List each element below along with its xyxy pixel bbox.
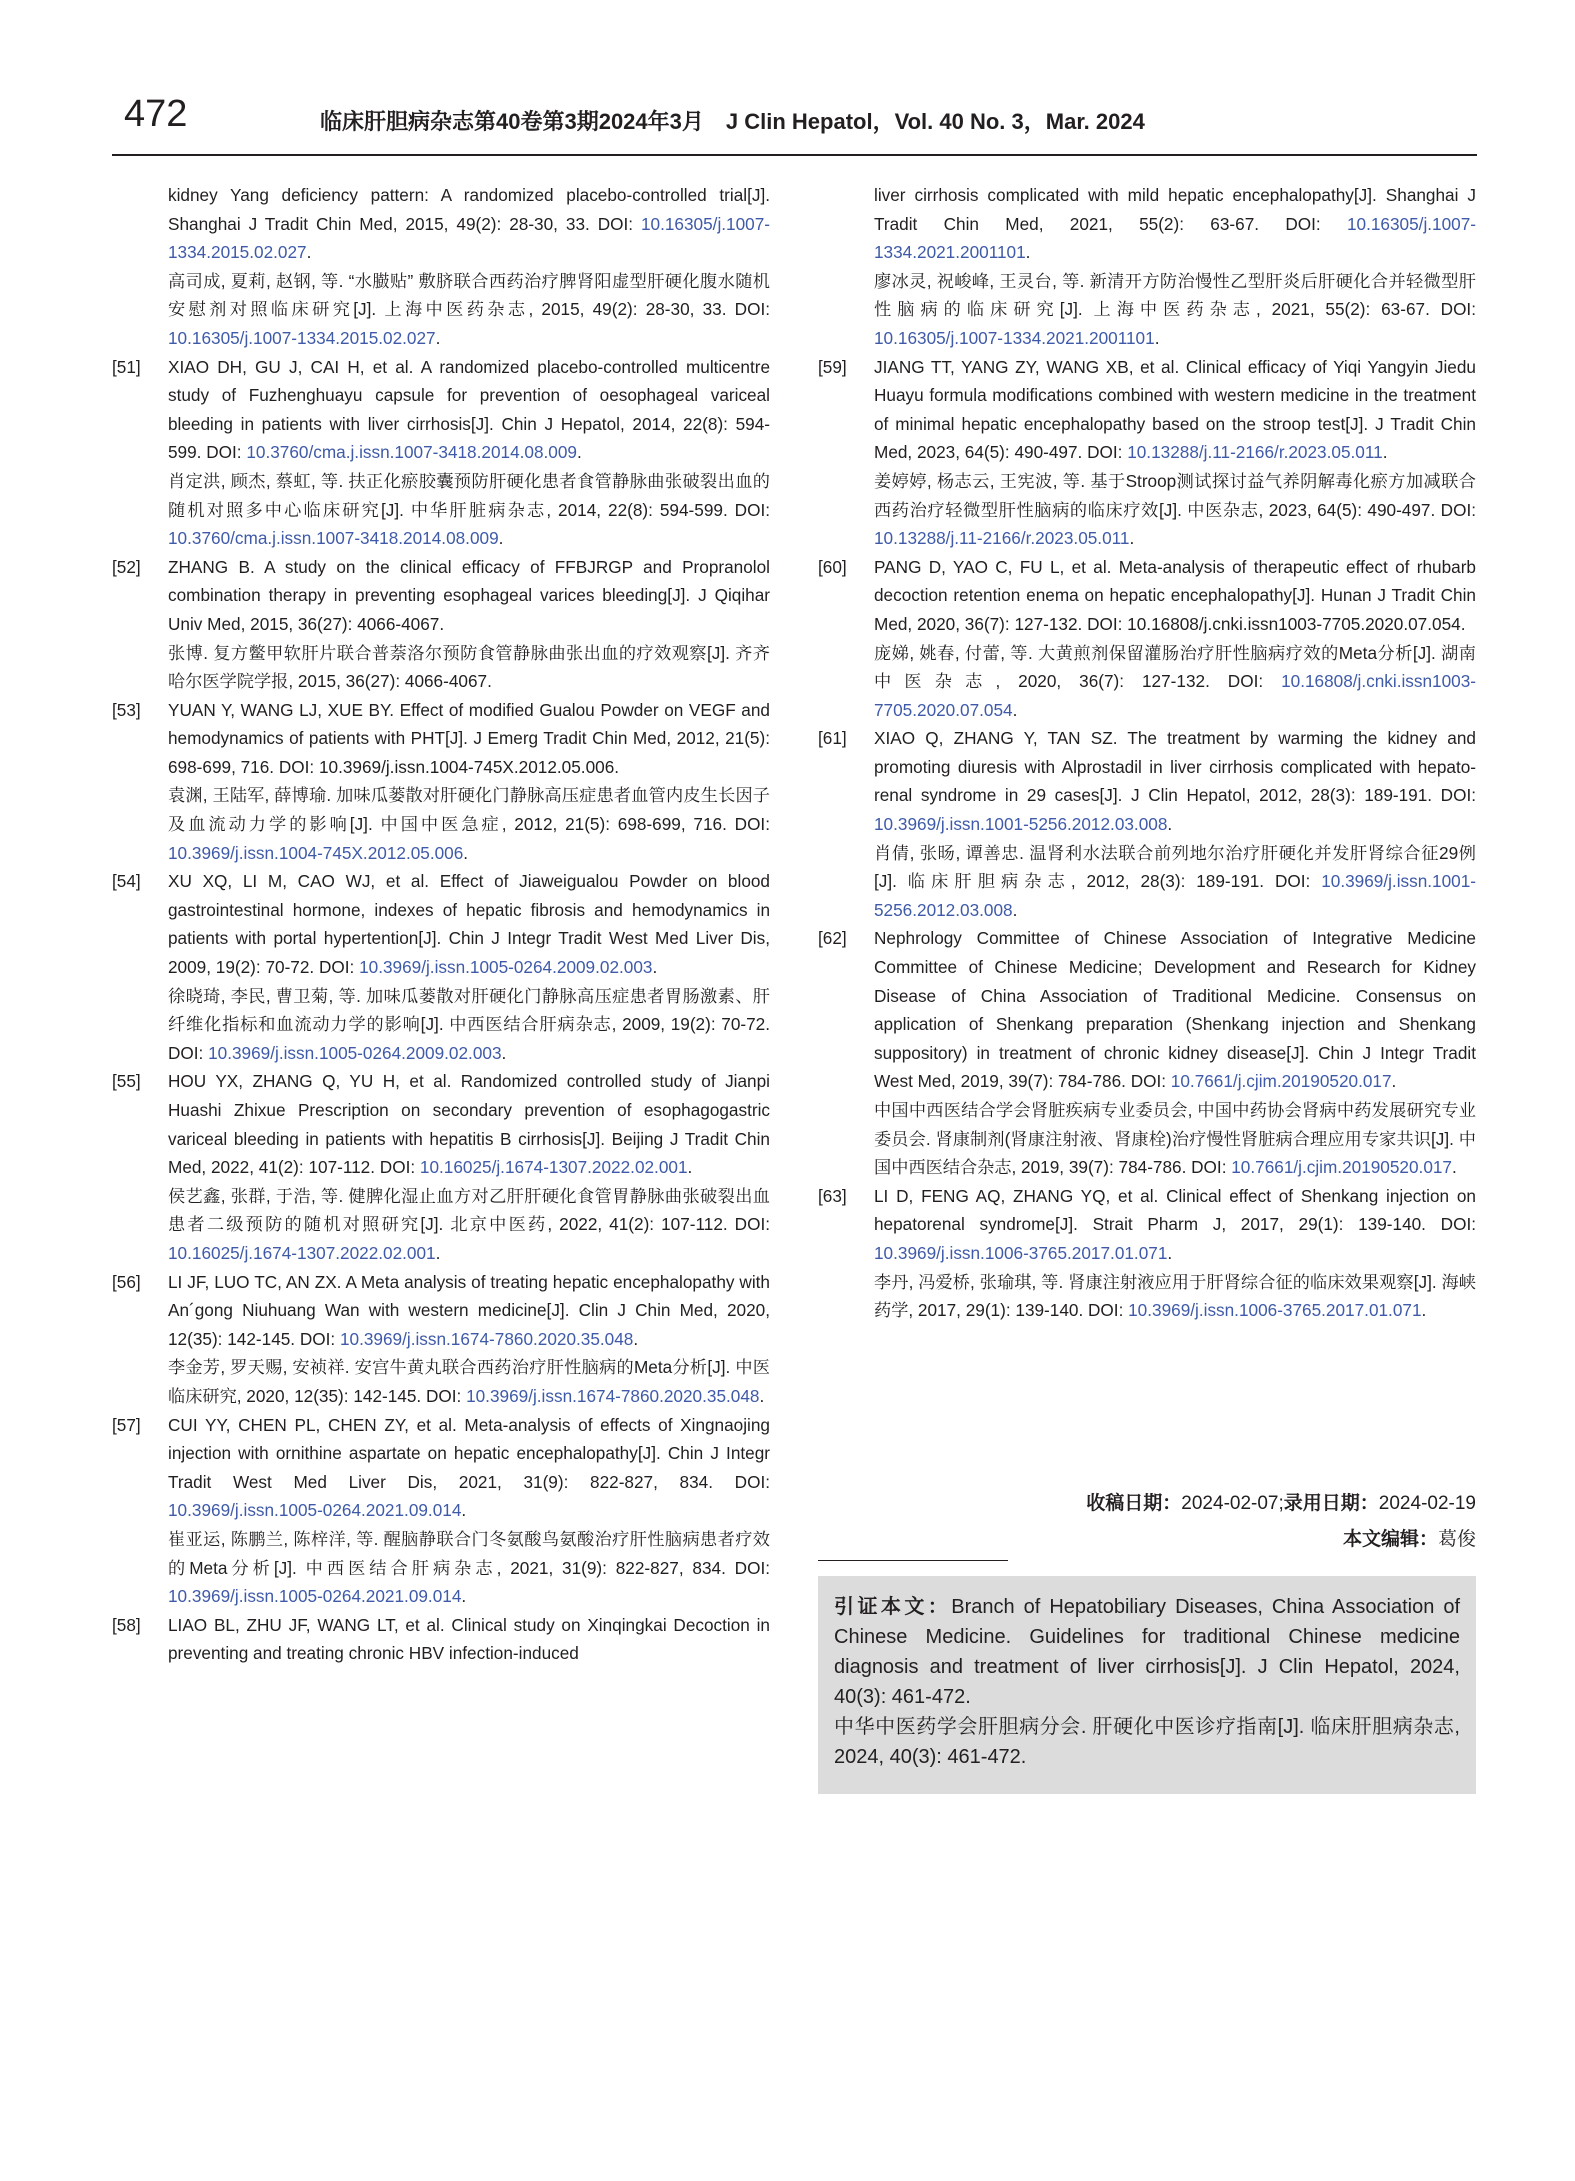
reference-text-en: LI JF, LUO TC, AN ZX. A Meta analysis of treating hepatic encephalopathy with An´gong Niuhuang Wan with western medicine[J]. Clin J Chin Med, 2020, 12(35): 142-145. DOI: 10.3969/j.issn.1674-7860.2020.35.048. [168, 1271, 770, 1349]
page-header [112, 88, 1477, 156]
reference-number: [51] [112, 356, 141, 377]
reference-text-en: XIAO Q, ZHANG Y, TAN SZ. The treatment by warming the kidney and promoting diuresis with Alprostadil in liver cirrhosis complicated with hepato-renal syndrome in 29 cases[J]. J Clin Hepatol, 2012, 28(3): 189-191. DOI: 10.3969/j.issn.1001-5256.2012.03.008. [874, 728, 1476, 835]
accepted-date: 2024-02-19 [1378, 1493, 1476, 1514]
editor-name: 葛俊 [1437, 1529, 1476, 1550]
reference-number: [53] [112, 699, 141, 720]
right-column [818, 181, 1476, 1325]
doi-link[interactable]: 10.3760/cma.j.issn.1007-3418.2014.08.009 [246, 442, 577, 463]
doi-link[interactable]: 10.16305/j.1007-1334.2015.02.027 [168, 327, 436, 348]
reference-item [818, 924, 1476, 1181]
reference-number: [59] [818, 356, 847, 377]
reference-text-cn: 廖冰灵, 祝峻峰, 王灵台, 等. 新清开方防治慢性乙型肝炎后肝硬化合并轻微型肝性脑病的临床研究[J]. 上海中医药杂志, 2021, 55(2): 63-67. DOI: 10.16305/j.1007-1334.2021.2001101. [874, 270, 1476, 348]
reference-text-cn: 徐晓琦, 李民, 曹卫菊, 等. 加味瓜蒌散对肝硬化门静脉高压症患者胃肠激素、肝纤维化指标和血流动力学的影响[J]. 中西医结合肝病杂志, 2009, 19(2): 70-72. DOI: 10.3969/j.issn.1005-0264.2009.02.003. [168, 985, 770, 1063]
citation-en: 引证本文：Branch of Hepatobiliary Diseases, China Association of Chinese Medicine. Guidelines for traditional Chinese medicine diagnosis and treatment of liver cirrhosis[J]. J Clin Hepatol, 2024, 40(3): 461-472. [834, 1596, 1461, 1708]
reference-text-cn: 李金芳, 罗天赐, 安祯祥. 安宫牛黄丸联合西药治疗肝性脑病的Meta分析[J]. 中医临床研究, 2020, 12(35): 142-145. DOI: 10.3969/j.issn.1674-7860.2020.35.048. [168, 1357, 770, 1406]
doi-link[interactable]: 10.3969/j.issn.1006-3765.2017.01.071 [1128, 1300, 1422, 1321]
reference-number: [63] [818, 1185, 847, 1206]
doi-link[interactable]: 10.16808/j.cnki.issn1003-7705.2020.07.054 [874, 671, 1476, 720]
doi-link[interactable]: 10.3969/j.issn.1674-7860.2020.35.048 [466, 1385, 760, 1406]
reference-item [818, 724, 1476, 924]
reference-item [818, 353, 1476, 553]
doi-link[interactable]: 10.3969/j.issn.1001-5256.2012.03.008 [874, 871, 1476, 920]
reference-item [112, 1067, 770, 1267]
reference-text-cn: 庞娣, 姚春, 付蕾, 等. 大黄煎剂保留灌肠治疗肝性脑病疗效的Meta分析[J]. 湖南中医杂志, 2020, 36(7): 127-132. DOI: 10.16808/j.cnki.issn1003-7705.2020.07.054. [874, 642, 1476, 720]
reference-text-en: liver cirrhosis complicated with mild hepatic encephalopathy[J]. Shanghai J Tradit Chin Med, 2021, 55(2): 63-67. DOI: 10.16305/j.1007-1334.2021.2001101. [874, 185, 1476, 263]
reference-number: [56] [112, 1271, 141, 1292]
reference-text-en: LIAO BL, ZHU JF, WANG LT, et al. Clinical study on Xinqingkai Decoction in preventing and treating chronic HBV infection-induced [168, 1614, 770, 1664]
reference-item [112, 867, 770, 1067]
reference-text-cn: 崔亚运, 陈鹏兰, 陈梓洋, 等. 醒脑静联合门冬氨酸鸟氨酸治疗肝性脑病患者疗效的Meta分析[J]. 中西医结合肝病杂志, 2021, 31(9): 822-827, 834. DOI: 10.3969/j.issn.1005-0264.2021.09.014. [168, 1528, 770, 1607]
doi-link[interactable]: 10.16025/j.1674-1307.2022.02.001 [168, 1242, 436, 1263]
reference-number: [52] [112, 556, 141, 577]
doi-link[interactable]: 10.13288/j.11-2166/r.2023.05.011 [1127, 442, 1383, 463]
reference-number: [54] [112, 871, 141, 892]
reference-item [112, 553, 770, 696]
reference-continuation [112, 181, 770, 353]
reference-item [818, 1182, 1476, 1325]
doi-link[interactable]: 10.7661/j.cjim.20190520.017 [1170, 1071, 1392, 1092]
reference-text-cn: 高司成, 夏莉, 赵钢, 等. “水臌贴” 敷脐联合西药治疗脾肾阳虚型肝硬化腹水随机安慰剂对照临床研究[J]. 上海中医药杂志, 2015, 49(2): 28-30, 33. DOI: 10.16305/j.1007-1334.2015.02.027. [168, 270, 770, 348]
doi-link[interactable]: 10.3760/cma.j.issn.1007-3418.2014.08.009 [168, 528, 499, 549]
reference-text-cn: 姜婷婷, 杨志云, 王宪波, 等. 基于Stroop测试探讨益气养阴解毒化瘀方加减联合西药治疗轻微型肝性脑病的临床疗效[J]. 中医杂志, 2023, 64(5): 490-497. DOI: 10.13288/j.11-2166/r.2023.05.011. [874, 470, 1476, 549]
page-number: 472 [124, 93, 188, 135]
doi-link[interactable]: 10.3969/j.issn.1006-3765.2017.01.071 [874, 1242, 1168, 1263]
doi-link[interactable]: 10.16305/j.1007-1334.2021.2001101 [874, 327, 1155, 348]
reference-item [112, 1411, 770, 1611]
reference-text-cn: 肖倩, 张旸, 谭善忠. 温肾利水法联合前列地尔治疗肝硬化并发肝肾综合征29例[J]. 临床肝胆病杂志, 2012, 28(3): 189-191. DOI: 10.3969/j.issn.1001-5256.2012.03.008. [874, 842, 1476, 920]
reference-text-cn: 中国中西医结合学会肾脏疾病专业委员会, 中国中药协会肾病中药发展研究专业委员会. 肾康制剂(肾康注射液、肾康栓)治疗慢性肾脏病合理应用专家共识[J]. 中国中西医结合杂志, 2019, 39(7): 784-786. DOI: 10.7661/j.cjim.20190520.017. [874, 1100, 1476, 1178]
reference-text-en: CUI YY, CHEN PL, CHEN ZY, et al. Meta-analysis of effects of Xingnaojing injection with ornithine aspartate on hepatic encephalopathy[J]. Chin J Integr Tradit West Med Liver Dis, 2021, 31(9): 822-827, 834. DOI: 10.3969/j.issn.1005-0264.2021.09.014. [168, 1414, 770, 1521]
doi-link[interactable]: 10.3969/j.issn.1005-0264.2009.02.003 [208, 1042, 502, 1063]
article-dates [818, 1486, 1476, 1558]
doi-link[interactable]: 10.3969/j.issn.1005-0264.2009.02.003 [359, 957, 653, 978]
doi-link[interactable]: 10.3969/j.issn.1001-5256.2012.03.008 [874, 814, 1168, 835]
reference-text-cn: 张博. 复方鳖甲软肝片联合普萘洛尔预防食管静脉曲张出血的疗效观察[J]. 齐齐哈尔医学院学报, 2015, 36(27): 4066-4067. [168, 642, 770, 692]
journal-title: 临床肝胆病杂志第40卷第3期2024年3月 J Clin Hepatol，Vol. 40 No. 3，Mar. 2024 [320, 109, 1145, 134]
reference-text-en: JIANG TT, YANG ZY, WANG XB, et al. Clinical efficacy of Yiqi Yangyin Jiedu Huayu formula modifications combined with western medicine in the treatment of minimal hepatic encephalopathy based on the stroop test[J]. J Tradit Chin Med, 2023, 64(5): 490-497. DOI: 10.13288/j.11-2166/r.2023.05.011. [874, 356, 1476, 463]
reference-text-en: LI D, FENG AQ, ZHANG YQ, et al. Clinical effect of Shenkang injection on hepatorenal syndrome[J]. Strait Pharm J, 2017, 29(1): 139-140. DOI: 10.3969/j.issn.1006-3765.2017.01.071. [874, 1185, 1476, 1263]
doi-link[interactable]: 10.16305/j.1007-1334.2015.02.027 [168, 213, 770, 263]
reference-item [112, 1611, 770, 1668]
reference-text-en: YUAN Y, WANG LJ, XUE BY. Effect of modified Gualou Powder on VEGF and hemodynamics of patients with PHT[J]. J Emerg Tradit Chin Med, 2012, 21(5): 698-699, 716. DOI: 10.3969/j.issn.1004-745X.2012.05.006. [168, 699, 770, 777]
doi-link[interactable]: 10.3969/j.issn.1005-0264.2021.09.014 [168, 1586, 462, 1607]
reference-text-en: kidney Yang deficiency pattern: A randomized placebo-controlled trial[J]. Shanghai J Tradit Chin Med, 2015, 49(2): 28-30, 33. DOI: 10.16305/j.1007-1334.2015.02.027. [168, 185, 770, 263]
doi-link[interactable]: 10.16025/j.1674-1307.2022.02.001 [419, 1157, 688, 1178]
citation-cn: 中华中医药学会肝胆病分会. 肝硬化中医诊疗指南[J]. 临床肝胆病杂志, 2024, 40(3): 461-472. [834, 1716, 1460, 1768]
doi-link[interactable]: 10.7661/j.cjim.20190520.017 [1231, 1157, 1452, 1178]
citation-box [818, 1576, 1476, 1794]
reference-text-cn: 侯艺鑫, 张群, 于浩, 等. 健脾化湿止血方对乙肝肝硬化食管胃静脉曲张破裂出血患者二级预防的随机对照研究[J]. 北京中医药, 2022, 41(2): 107-112. DOI: 10.16025/j.1674-1307.2022.02.001. [168, 1185, 770, 1263]
reference-text-cn: 肖定洪, 顾杰, 蔡虹, 等. 扶正化瘀胶囊预防肝硬化患者食管静脉曲张破裂出血的随机对照多中心临床研究[J]. 中华肝脏病杂志, 2014, 22(8): 594-599. DOI: 10.3760/cma.j.issn.1007-3418.2014.08.009. [168, 470, 770, 549]
reference-text-cn: 袁渊, 王陆军, 薛博瑜. 加味瓜蒌散对肝硬化门静脉高压症患者血管内皮生长因子及血流动力学的影响[J]. 中国中医急症, 2012, 21(5): 698-699, 716. DOI: 10.3969/j.issn.1004-745X.2012.05.006. [168, 785, 770, 863]
reference-item [818, 553, 1476, 725]
reference-number: [58] [112, 1614, 141, 1635]
citation-label: 引证本文： [834, 1596, 952, 1618]
divider [818, 1560, 1008, 1561]
left-column [112, 181, 770, 1668]
reference-item [112, 696, 770, 868]
reference-continuation [818, 181, 1476, 353]
editor-line: 本文编辑：葛俊 [1342, 1529, 1476, 1550]
reference-text-en: HOU YX, ZHANG Q, YU H, et al. Randomized controlled study of Jianpi Huashi Zhixue Prescription on secondary prevention of esophagogastric variceal bleeding in patients with hepatitis B cirrhosis[J]. Beijing J Tradit Chin Med, 2022, 41(2): 107-112. DOI: 10.16025/j.1674-1307.2022.02.001. [168, 1071, 770, 1178]
reference-number: [62] [818, 928, 847, 949]
reference-number: [60] [818, 556, 847, 577]
doi-link[interactable]: 10.16305/j.1007-1334.2021.2001101 [874, 213, 1476, 263]
dates-line: 收稿日期：2024-02-07;录用日期：2024-02-19 [1086, 1493, 1476, 1514]
reference-text-en: XIAO DH, GU J, CAI H, et al. A randomized placebo-controlled multicentre study of Fuzhenghuayu capsule for prevention of oesophageal variceal bleeding in patients with liver cirrhosis[J]. Chin J Hepatol, 2014, 22(8): 594-599. DOI: 10.3760/cma.j.issn.1007-3418.2014.08.009. [168, 356, 770, 463]
reference-number: [57] [112, 1414, 141, 1435]
reference-text-en: PANG D, YAO C, FU L, et al. Meta-analysis of therapeutic effect of rhubarb decoction retention enema on hepatic encephalopathy[J]. Hunan J Tradit Chin Med, 2020, 36(7): 127-132. DOI: 10.16808/j.cnki.issn1003-7705.2020.07.054. [874, 556, 1476, 634]
reference-number: [55] [112, 1071, 141, 1092]
reference-text-cn: 李丹, 冯爱桥, 张瑜琪, 等. 肾康注射液应用于肝肾综合征的临床效果观察[J]. 海峡药学, 2017, 29(1): 139-140. DOI: 10.3969/j.issn.1006-3765.2017.01.071. [874, 1271, 1476, 1321]
doi-link[interactable]: 10.3969/j.issn.1005-0264.2021.09.014 [168, 1500, 462, 1521]
doi-link[interactable]: 10.13288/j.11-2166/r.2023.05.011 [874, 528, 1130, 549]
reference-text-en: ZHANG B. A study on the clinical efficacy of FFBJRGP and Propranolol combination therapy in preventing esophageal varices bleeding[J]. J Qiqihar Univ Med, 2015, 36(27): 4066-4067. [168, 556, 770, 634]
doi-link[interactable]: 10.3969/j.issn.1004-745X.2012.05.006 [168, 842, 464, 863]
reference-item [112, 1268, 770, 1411]
reference-number: [61] [818, 728, 847, 749]
received-date: 2024-02-07 [1181, 1493, 1279, 1514]
doi-link[interactable]: 10.3969/j.issn.1674-7860.2020.35.048 [339, 1328, 634, 1349]
reference-text-en: Nephrology Committee of Chinese Association of Integrative Medicine Committee of Chinese Medicine; Development and Research for Kidney Disease of China Association of Traditional Medicine. Consensus on application of Shenkang preparation (Shenkang injection and Shenkang suppository) in treatment of chronic kidney disease[J]. Chin J Integr Tradit West Med, 2019, 39(7): 784-786. DOI: 10.7661/j.cjim.20190520.017. [874, 928, 1476, 1092]
reference-item [112, 353, 770, 553]
reference-text-en: XU XQ, LI M, CAO WJ, et al. Effect of Jiaweigualou Powder on blood gastrointestinal hormone, indexes of hepatic fibrosis and hemodynamics in patients with portal hypertention[J]. Chin J Integr Tradit West Med Liver Dis, 2009, 19(2): 70-72. DOI: 10.3969/j.issn.1005-0264.2009.02.003. [168, 871, 770, 978]
